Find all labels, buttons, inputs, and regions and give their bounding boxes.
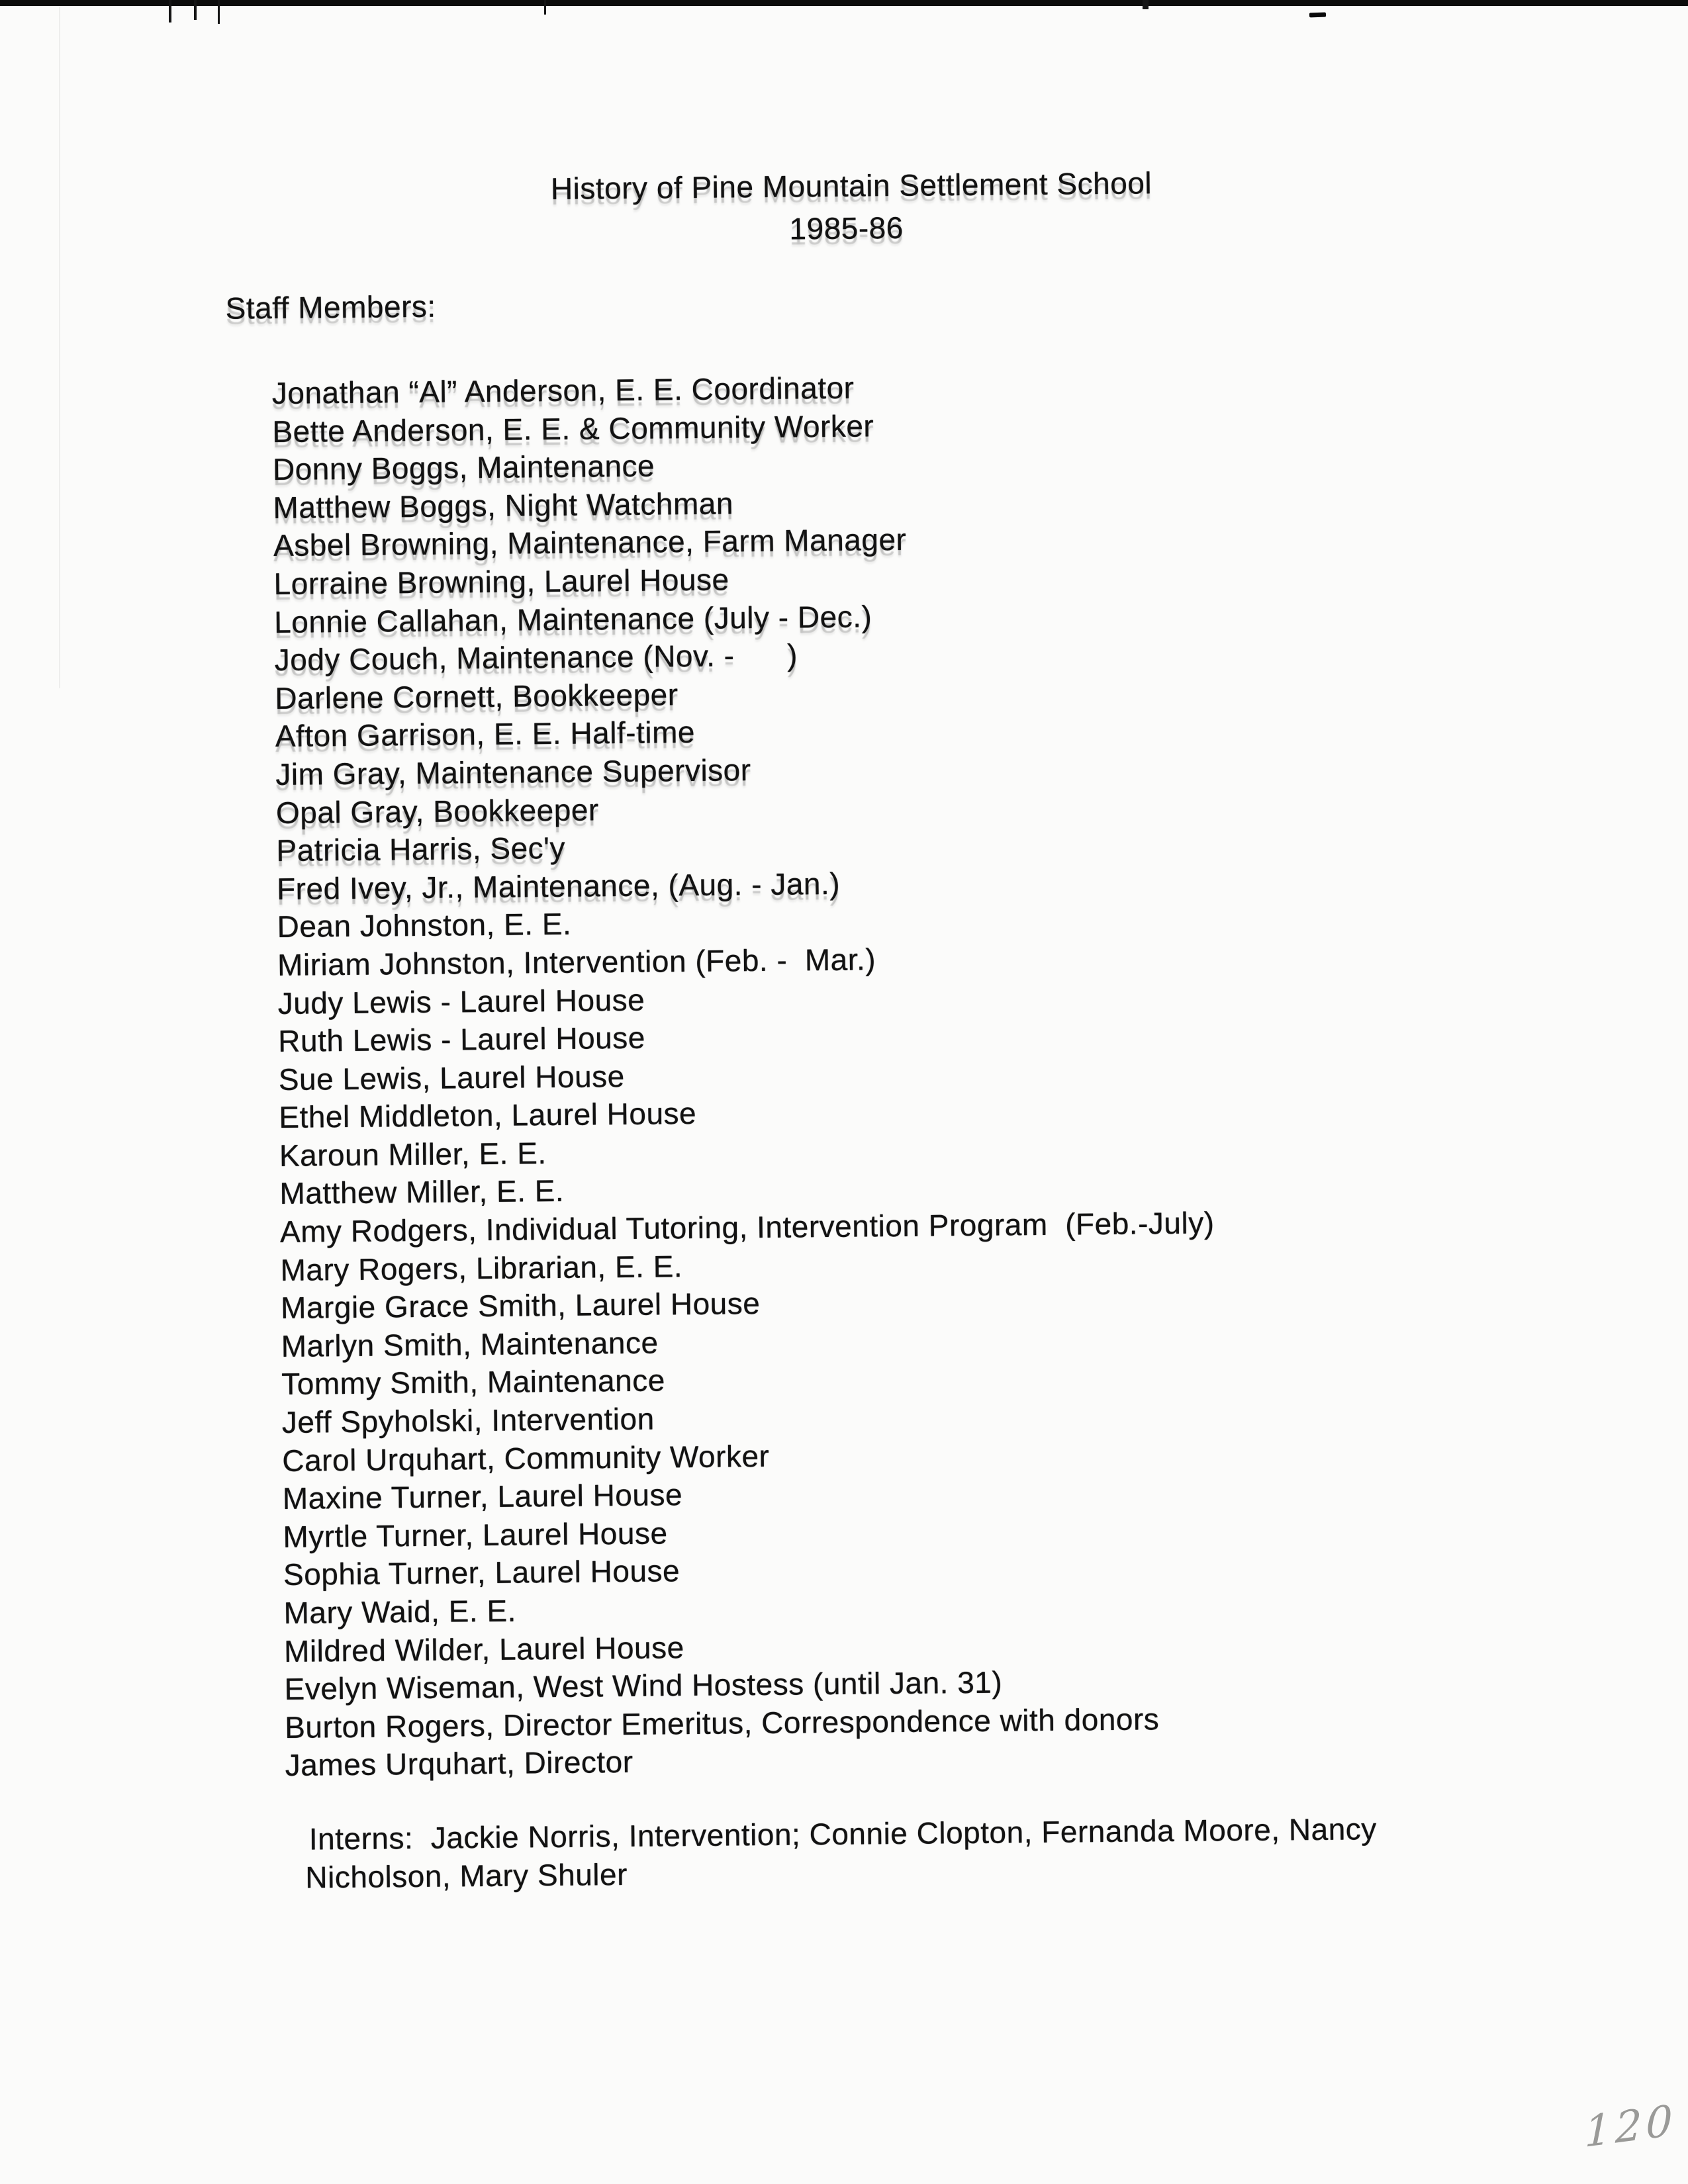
staff-list-item: James Urquhart, Director <box>285 1745 633 1783</box>
staff-list-item: Mary Waid, E. E. <box>283 1593 517 1630</box>
staff-list-item: Burton Rogers, Director Emeritus, Correspondence with donors <box>284 1702 1160 1745</box>
staff-list-item: Sue Lewis, Laurel House <box>278 1058 625 1097</box>
staff-list-item: Karoun Miller, E. E. <box>279 1135 547 1173</box>
staff-list-item: Matthew Miller, E. E. <box>279 1173 565 1211</box>
staff-member-list <box>272 362 1609 1785</box>
staff-list-item: Mary Rogers, Librarian, E. E. <box>280 1248 683 1287</box>
staff-list-item: Ethel Middleton, Laurel House <box>279 1096 697 1135</box>
staff-list-item: Jim Gray, Maintenance Supervisor <box>275 752 751 792</box>
staff-list-item: Matthew Boggs, Night Watchman <box>273 486 734 525</box>
staff-list-item: Lonnie Callahan, Maintenance (July - Dec.) <box>273 598 872 639</box>
staff-list-item: Jody Couch, Maintenance (Nov. - ) <box>274 637 798 678</box>
staff-list-item: Tommy Smith, Maintenance <box>281 1363 666 1402</box>
staff-list-item: Margie Grace Smith, Laurel House <box>280 1286 761 1326</box>
document-subtitle-year: 1985-86 <box>789 210 904 246</box>
staff-list-item: Darlene Cornett, Bookkeeper <box>275 676 679 715</box>
staff-list-item: Jonathan “Al” Anderson, E. E. Coordinator <box>271 370 855 411</box>
staff-list-item: Jeff Spyholski, Intervention <box>281 1401 655 1439</box>
staff-list-item: Patricia Harris, Sec'y <box>276 830 566 868</box>
staff-list-item: Afton Garrison, E. E. Half-time <box>275 715 696 754</box>
staff-list-item: Miriam Johnston, Intervention (Feb. - Mar.) <box>277 942 876 982</box>
staff-list-item: Ruth Lewis - Laurel House <box>278 1020 646 1059</box>
staff-list-item: Opal Gray, Bookkeeper <box>275 792 599 830</box>
staff-list-item: Fred Ivey, Jr., Maintenance, (Aug. - Jan.) <box>276 866 841 906</box>
staff-list-item: Bette Anderson, E. E. & Community Worker <box>272 408 874 449</box>
interns-paragraph-line-1: Interns: Jackie Norris, Intervention; Connie Clopton, Fernanda Moore, Nancy <box>308 1811 1377 1856</box>
staff-list-item: Sophia Turner, Laurel House <box>283 1553 680 1592</box>
staff-list-item: Judy Lewis - Laurel House <box>277 982 645 1021</box>
handwritten-page-number: 120 <box>1584 2095 1677 2158</box>
staff-list-item: Marlyn Smith, Maintenance <box>281 1325 659 1363</box>
staff-list-item: Lorraine Browning, Laurel House <box>273 562 729 601</box>
staff-list-item: Donny Boggs, Maintenance <box>272 448 655 487</box>
staff-list-item: Amy Rodgers, Individual Tutoring, Intervention Program (Feb.-July) <box>279 1205 1215 1250</box>
section-heading-staff-members: Staff Members: <box>225 289 436 326</box>
staff-list-item: Mildred Wilder, Laurel House <box>283 1629 684 1668</box>
staff-list-item: Evelyn Wiseman, West Wind Hostess (until Jan. 31) <box>284 1664 1003 1707</box>
staff-list-item: Myrtle Turner, Laurel House <box>283 1516 668 1554</box>
staff-list-item: Dean Johnston, E. E. <box>277 907 572 944</box>
staff-list-item: Maxine Turner, Laurel House <box>282 1477 683 1516</box>
interns-paragraph-line-2: Nicholson, Mary Shuler <box>305 1856 628 1895</box>
staff-list-item: Asbel Browning, Maintenance, Farm Manager <box>273 522 907 563</box>
document-title: History of Pine Mountain Settlement School <box>550 165 1152 206</box>
staff-list-item: Carol Urquhart, Community Worker <box>282 1438 770 1478</box>
